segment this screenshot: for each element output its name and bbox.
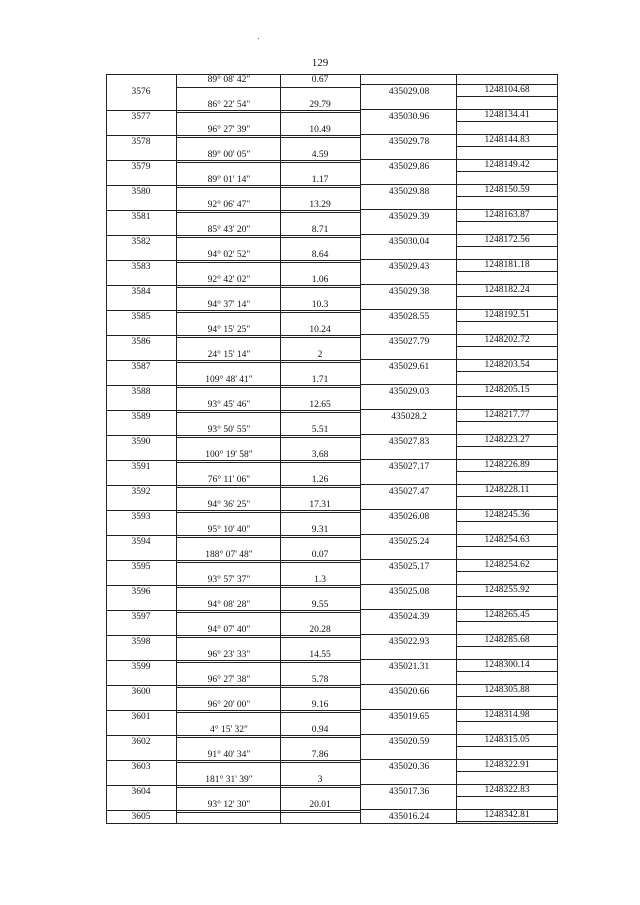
y-coordinate: 1248342.81 <box>484 810 530 820</box>
row-rule <box>106 185 360 186</box>
x-coordinate: 435020.59 <box>388 737 430 747</box>
value-underline <box>456 146 558 147</box>
distance-value: 1.3 <box>314 575 326 585</box>
x-coordinate: 435029.39 <box>388 212 430 222</box>
x-coordinate: 435029.78 <box>388 137 430 147</box>
point-id: 3579 <box>131 162 151 172</box>
point-id: 3577 <box>131 112 151 122</box>
row-rule <box>106 610 360 611</box>
point-id: 3587 <box>131 362 151 372</box>
angle-value: 94° 36' 25" <box>207 500 251 510</box>
value-underline <box>456 196 558 197</box>
distance-value: 0.94 <box>311 725 329 735</box>
x-coordinate: 435029.43 <box>388 262 430 272</box>
angle-value: 91° 40' 34" <box>207 750 251 760</box>
x-coordinate: 435027.79 <box>388 337 430 347</box>
row-rule <box>106 485 360 486</box>
y-coordinate: 1248254.63 <box>484 535 530 545</box>
point-id: 3581 <box>131 212 151 222</box>
angle-value: 89° 08' 42" <box>207 75 251 85</box>
distance-value: 17.31 <box>309 500 331 510</box>
value-underline <box>176 462 360 463</box>
point-id: 3589 <box>131 412 151 422</box>
distance-value: 5.78 <box>311 675 329 685</box>
value-underline <box>176 287 360 288</box>
point-id: 3576 <box>131 87 151 97</box>
row-rule <box>360 784 558 785</box>
x-coordinate: 435019.65 <box>388 712 430 722</box>
row-rule <box>360 159 558 160</box>
distance-value: 0.07 <box>311 550 329 560</box>
value-underline <box>456 646 558 647</box>
point-id: 3593 <box>131 512 151 522</box>
value-underline <box>176 387 360 388</box>
value-underline <box>176 112 360 113</box>
value-underline <box>176 187 360 188</box>
row-rule <box>360 359 558 360</box>
x-coordinate: 435027.83 <box>388 437 430 447</box>
x-coordinate: 435029.86 <box>388 162 430 172</box>
value-underline <box>456 121 558 122</box>
point-id: 3603 <box>131 762 151 772</box>
x-coordinate: 435026.08 <box>388 512 430 522</box>
row-rule <box>360 309 558 310</box>
row-rule <box>360 684 558 685</box>
row-rule <box>106 435 360 436</box>
y-coordinate: 1248226.89 <box>484 460 530 470</box>
distance-value: 20.28 <box>309 625 331 635</box>
x-coordinate: 435025.17 <box>388 562 430 572</box>
x-coordinate: 435020.66 <box>388 687 430 697</box>
value-underline <box>176 787 360 788</box>
angle-value: 92° 06' 47" <box>207 200 251 210</box>
angle-value: 93° 50' 55" <box>207 425 251 435</box>
angle-value: 93° 45' 46" <box>207 400 251 410</box>
row-rule <box>106 535 360 536</box>
value-underline <box>176 737 360 738</box>
point-id: 3600 <box>131 687 151 697</box>
value-underline <box>456 746 558 747</box>
x-coordinate: 435021.31 <box>388 662 430 672</box>
y-coordinate: 1248192.51 <box>484 310 530 320</box>
y-coordinate: 1248202.72 <box>484 335 530 345</box>
row-rule <box>106 785 360 786</box>
x-coordinate: 435029.38 <box>388 287 430 297</box>
row-rule <box>106 735 360 736</box>
point-id: 3604 <box>131 787 151 797</box>
angle-value: 94° 02' 52" <box>207 250 251 260</box>
row-rule <box>360 334 558 335</box>
value-underline <box>176 312 360 313</box>
distance-value: 1.17 <box>311 175 329 185</box>
row-rule <box>360 634 558 635</box>
value-underline <box>176 137 360 138</box>
x-coordinate: 435030.96 <box>388 112 430 122</box>
row-rule <box>106 110 360 111</box>
value-underline <box>176 262 360 263</box>
row-rule <box>106 310 360 311</box>
row-rule <box>106 285 360 286</box>
value-underline <box>456 96 558 97</box>
value-underline <box>176 812 360 813</box>
row-rule <box>360 584 558 585</box>
angle-value: 93° 12' 30" <box>207 800 251 810</box>
value-underline <box>176 612 360 613</box>
angle-value: 4° 15' 32" <box>210 725 248 735</box>
row-rule <box>360 559 558 560</box>
x-coordinate: 435029.61 <box>388 362 430 372</box>
value-underline <box>176 412 360 413</box>
value-underline <box>456 421 558 422</box>
row-rule <box>360 734 558 735</box>
row-rule <box>360 209 558 210</box>
angle-value: 94° 37' 14" <box>207 300 251 310</box>
row-rule <box>360 609 558 610</box>
row-rule <box>360 284 558 285</box>
point-id: 3599 <box>131 662 151 672</box>
point-id: 3590 <box>131 437 151 447</box>
point-id: 3582 <box>131 237 151 247</box>
angle-value: 188° 07' 48" <box>205 550 253 560</box>
point-id: 3584 <box>131 287 151 297</box>
angle-value: 96° 27' 39" <box>207 125 251 135</box>
point-id: 3605 <box>131 812 151 822</box>
angle-value: 89° 01' 14" <box>207 175 251 185</box>
y-coordinate: 1248322.83 <box>484 785 530 795</box>
angle-value: 181° 31' 39" <box>205 775 253 785</box>
angle-value: 96° 23' 33" <box>207 650 251 660</box>
scan-speck <box>258 38 259 39</box>
value-underline <box>456 446 558 447</box>
value-underline <box>176 512 360 513</box>
value-underline <box>456 821 558 822</box>
value-underline <box>176 562 360 563</box>
row-rule <box>360 534 558 535</box>
x-coordinate: 435027.47 <box>388 487 430 497</box>
angle-value: 86° 22' 54" <box>207 100 251 110</box>
row-rule <box>106 710 360 711</box>
value-underline <box>456 321 558 322</box>
value-underline <box>456 246 558 247</box>
distance-value: 29.79 <box>309 100 331 110</box>
row-rule <box>360 409 558 410</box>
y-coordinate: 1248134.41 <box>484 110 530 120</box>
angle-value: 93° 57' 37" <box>207 575 251 585</box>
value-underline <box>456 671 558 672</box>
x-coordinate: 435029.08 <box>388 87 430 97</box>
row-rule <box>106 160 360 161</box>
value-underline <box>176 662 360 663</box>
distance-value: 4.59 <box>311 150 329 160</box>
distance-value: 1.71 <box>311 375 329 385</box>
value-underline <box>456 271 558 272</box>
row-rule <box>360 759 558 760</box>
row-rule <box>106 235 360 236</box>
distance-value: 9.55 <box>311 600 329 610</box>
row-rule <box>360 659 558 660</box>
angle-value: 94° 08' 28" <box>207 600 251 610</box>
distance-value: 20.01 <box>309 800 331 810</box>
x-coordinate: 435028.55 <box>388 312 430 322</box>
row-rule <box>360 234 558 235</box>
value-underline <box>456 471 558 472</box>
y-coordinate: 1248285.68 <box>484 635 530 645</box>
value-underline <box>176 587 360 588</box>
point-id: 3601 <box>131 712 151 722</box>
row-rule <box>360 134 558 135</box>
y-coordinate: 1248149.42 <box>484 160 530 170</box>
angle-value: 96° 20' 00" <box>207 700 251 710</box>
angle-value: 96° 27' 38" <box>207 675 251 685</box>
row-rule <box>106 660 360 661</box>
point-id: 3588 <box>131 387 151 397</box>
x-coordinate: 435027.17 <box>388 462 430 472</box>
angle-value: 100° 19' 58" <box>205 450 253 460</box>
point-id: 3598 <box>131 637 151 647</box>
row-rule <box>106 360 360 361</box>
y-coordinate: 1248265.45 <box>484 610 530 620</box>
y-coordinate: 1248300.14 <box>484 660 530 670</box>
y-coordinate: 1248322.91 <box>484 760 530 770</box>
point-id: 3591 <box>131 462 151 472</box>
value-underline <box>456 296 558 297</box>
distance-value: 1.06 <box>311 275 329 285</box>
point-id: 3585 <box>131 312 151 322</box>
x-coordinate: 435029.03 <box>388 387 430 397</box>
row-rule <box>106 260 360 261</box>
value-underline <box>176 687 360 688</box>
x-coordinate: 435022.93 <box>388 637 430 647</box>
angle-value: 94° 15' 25" <box>207 325 251 335</box>
distance-value: 9.31 <box>311 525 329 535</box>
distance-value: 10.49 <box>309 125 331 135</box>
value-underline <box>456 221 558 222</box>
distance-value: 13.29 <box>309 200 331 210</box>
distance-value: 12.65 <box>309 400 331 410</box>
angle-value: 76° 11' 06" <box>207 475 251 485</box>
x-coordinate: 435024.39 <box>388 612 430 622</box>
distance-value: 2 <box>317 350 323 360</box>
distance-value: 10.24 <box>309 325 331 335</box>
row-rule <box>106 410 360 411</box>
angle-value: 92° 42' 02" <box>207 275 251 285</box>
row-rule <box>360 384 558 385</box>
value-underline <box>456 571 558 572</box>
point-id: 3578 <box>131 137 151 147</box>
value-underline <box>176 437 360 438</box>
distance-value: 7.86 <box>311 750 329 760</box>
y-coordinate: 1248203.54 <box>484 360 530 370</box>
value-underline <box>176 762 360 763</box>
point-id: 3594 <box>131 537 151 547</box>
y-coordinate: 1248245.36 <box>484 510 530 520</box>
value-underline <box>456 546 558 547</box>
value-underline <box>456 721 558 722</box>
row-rule <box>106 135 360 136</box>
y-coordinate: 1248182.24 <box>484 285 530 295</box>
x-coordinate: 435028.2 <box>391 412 427 422</box>
y-coordinate: 1248315.05 <box>484 735 530 745</box>
distance-value: 0.67 <box>311 75 329 85</box>
y-coordinate: 1248254.62 <box>484 560 530 570</box>
value-underline <box>176 212 360 213</box>
point-id: 3602 <box>131 737 151 747</box>
value-underline <box>176 87 360 88</box>
row-rule <box>360 484 558 485</box>
row-rule <box>360 184 558 185</box>
row-rule <box>360 809 558 810</box>
point-id: 3583 <box>131 262 151 272</box>
value-underline <box>456 371 558 372</box>
y-coordinate: 1248314.98 <box>484 710 530 720</box>
y-coordinate: 1248104.68 <box>484 85 530 95</box>
value-underline <box>176 237 360 238</box>
point-id: 3597 <box>131 612 151 622</box>
row-rule <box>360 259 558 260</box>
y-coordinate: 1248305.88 <box>484 685 530 695</box>
row-rule <box>106 560 360 561</box>
y-coordinate: 1248228.11 <box>484 485 530 495</box>
value-underline <box>456 496 558 497</box>
row-rule <box>106 685 360 686</box>
angle-value: 95° 10' 40" <box>207 525 251 535</box>
value-underline <box>176 712 360 713</box>
angle-value: 89° 00' 05" <box>207 150 251 160</box>
distance-value: 9.16 <box>311 700 329 710</box>
y-coordinate: 1248217.77 <box>484 410 530 420</box>
point-id: 3592 <box>131 487 151 497</box>
x-coordinate: 435025.08 <box>388 587 430 597</box>
distance-value: 8.71 <box>311 225 329 235</box>
value-underline <box>176 637 360 638</box>
point-id: 3596 <box>131 587 151 597</box>
x-coordinate: 435029.88 <box>388 187 430 197</box>
distance-value: 3 <box>317 775 323 785</box>
distance-value: 10.3 <box>311 300 329 310</box>
y-coordinate: 1248172.56 <box>484 235 530 245</box>
point-id: 3580 <box>131 187 151 197</box>
distance-value: 5.51 <box>311 425 329 435</box>
value-underline <box>176 162 360 163</box>
angle-value: 85° 43' 20" <box>207 225 251 235</box>
value-underline <box>176 337 360 338</box>
row-rule <box>106 460 360 461</box>
y-coordinate: 1248255.92 <box>484 585 530 595</box>
y-coordinate: 1248150.59 <box>484 185 530 195</box>
x-coordinate: 435017.36 <box>388 787 430 797</box>
row-rule <box>360 434 558 435</box>
row-rule <box>360 709 558 710</box>
row-rule <box>106 210 360 211</box>
x-coordinate: 435025.24 <box>388 537 430 547</box>
point-id: 3595 <box>131 562 151 572</box>
row-rule <box>106 510 360 511</box>
row-rule <box>360 84 558 85</box>
value-underline <box>456 771 558 772</box>
value-underline <box>456 621 558 622</box>
distance-value: 3.68 <box>311 450 329 460</box>
row-rule <box>106 335 360 336</box>
value-underline <box>456 346 558 347</box>
angle-value: 109° 48' 41" <box>205 375 253 385</box>
distance-value: 14.55 <box>309 650 331 660</box>
value-underline <box>176 362 360 363</box>
y-coordinate: 1248144.83 <box>484 135 530 145</box>
distance-value: 8.64 <box>311 250 329 260</box>
row-rule <box>106 585 360 586</box>
point-id: 3586 <box>131 337 151 347</box>
angle-value: 94° 07' 40" <box>207 625 251 635</box>
y-coordinate: 1248163.87 <box>484 210 530 220</box>
angle-value: 24° 15' 14" <box>207 350 251 360</box>
y-coordinate: 1248181.18 <box>484 260 530 270</box>
value-underline <box>456 396 558 397</box>
x-coordinate: 435030.04 <box>388 237 430 247</box>
row-rule <box>106 760 360 761</box>
row-rule <box>106 635 360 636</box>
x-coordinate: 435016.24 <box>388 812 430 822</box>
row-rule <box>360 459 558 460</box>
page-number: 129 <box>311 57 329 69</box>
x-coordinate: 435020.36 <box>388 762 430 772</box>
distance-value: 1.26 <box>311 475 329 485</box>
value-underline <box>456 596 558 597</box>
value-underline <box>176 537 360 538</box>
coordinate-table <box>106 74 558 824</box>
value-underline <box>456 521 558 522</box>
y-coordinate: 1248223.27 <box>484 435 530 445</box>
value-underline <box>176 487 360 488</box>
row-rule <box>360 509 558 510</box>
row-rule <box>106 385 360 386</box>
value-underline <box>456 796 558 797</box>
row-rule <box>360 109 558 110</box>
y-coordinate: 1248205.15 <box>484 385 530 395</box>
value-underline <box>456 171 558 172</box>
value-underline <box>456 696 558 697</box>
row-rule <box>106 810 360 811</box>
